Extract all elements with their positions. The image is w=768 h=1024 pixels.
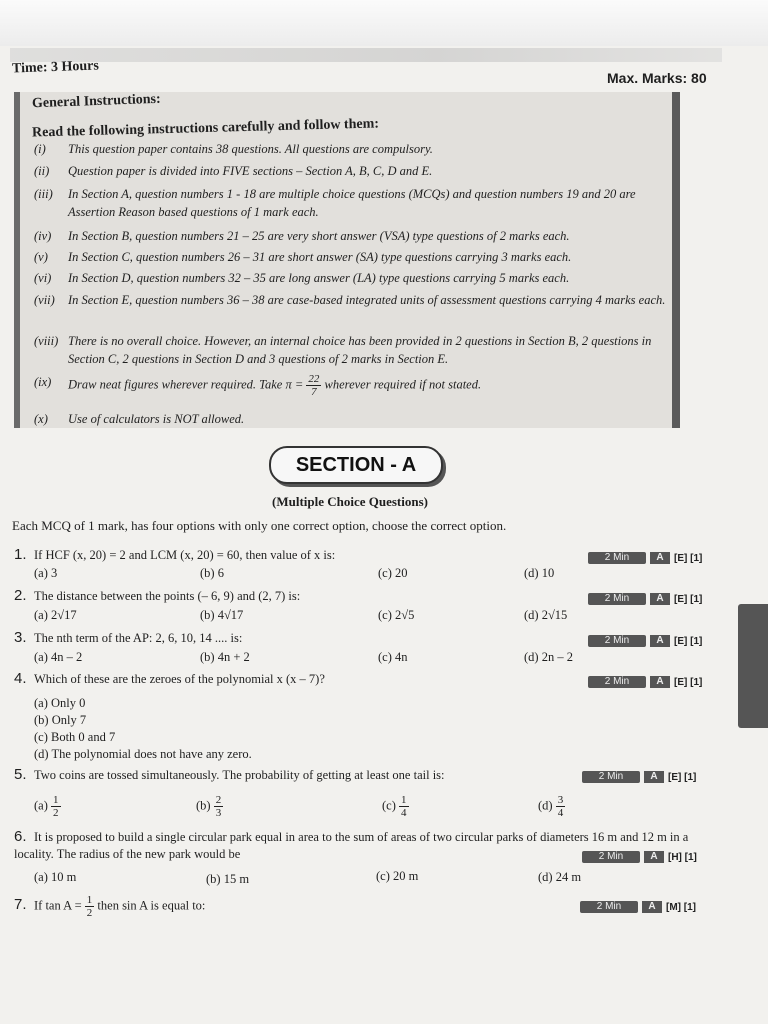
option: (a) 2√17	[34, 608, 77, 622]
instructions-title: General Instructions:	[31, 91, 161, 112]
option: (d) 24 m	[538, 870, 582, 884]
instruction-item	[34, 248, 674, 266]
option-label: (c)	[382, 798, 396, 813]
scan-shadow	[10, 48, 722, 62]
difficulty-marks: [M] [1]	[666, 901, 696, 913]
option: (b) 15 m	[206, 872, 250, 886]
instruction-number: (vii)	[34, 293, 55, 307]
instruction-item	[34, 373, 674, 398]
option-fraction	[399, 794, 409, 819]
time-badge: 2 Min	[588, 593, 646, 605]
instruction-number: (viii)	[34, 334, 59, 348]
instruction-text: In Section D, question numbers 32 – 35 are long answer (LA) type questions carrying 5 marks each.	[68, 271, 570, 285]
instruction-number: (i)	[34, 142, 46, 156]
time-badge: 2 Min	[588, 552, 646, 564]
instruction-number: (x)	[34, 412, 48, 426]
option: (b) Only 7	[34, 713, 87, 727]
level-badge: A	[650, 593, 670, 605]
option: (a) 10 m	[34, 870, 77, 884]
instruction-text: In Section C, question numbers 26 – 31 are short answer (SA) type questions carrying 3 marks each.	[68, 250, 572, 264]
option: (d) 2n – 2	[524, 650, 573, 664]
question-text: Which of these are the zeroes of the polynomial x (x – 7)?	[34, 672, 325, 686]
option	[538, 794, 565, 819]
instruction-item	[34, 185, 674, 221]
page-top-margin	[0, 0, 768, 46]
option: (a) Only 0	[34, 696, 86, 710]
question-text: Two coins are tossed simultaneously. The probability of getting at least one tail is:	[34, 768, 445, 782]
option: (c) 20	[378, 566, 408, 580]
option: (d) 2√15	[524, 608, 568, 622]
option	[34, 794, 61, 819]
question-text: If tan A =	[34, 898, 82, 913]
question-tag	[588, 593, 702, 605]
question-number: 3.	[14, 629, 27, 646]
section-title: SECTION - A	[269, 446, 443, 484]
section-note: Each MCQ of 1 mark, has four options with only one correct option, choose the correct option.	[12, 518, 507, 533]
instruction-number: (ix)	[34, 375, 52, 389]
question-text: It is proposed to build a single circular park equal in area to the sum of areas of two circular parks of diameters 16 m and 12 m in a locality. The radius of the new park would be	[14, 830, 689, 861]
level-badge: A	[642, 901, 662, 913]
instruction-item	[34, 227, 674, 245]
instructions-left-bar	[14, 92, 20, 428]
fraction-denominator: 2	[86, 907, 93, 919]
fraction-numerator: 1	[401, 794, 407, 806]
option: (d) 10	[524, 566, 555, 580]
instruction-text: Draw neat figures wherever required. Take π =	[68, 377, 304, 392]
fraction-numerator: 1	[86, 894, 93, 906]
option	[382, 794, 409, 819]
difficulty-marks: [E] [1]	[668, 771, 697, 783]
time-badge: 2 Min	[580, 901, 638, 913]
level-badge: A	[650, 676, 670, 688]
option: (d) The polynomial does not have any zero.	[34, 747, 252, 761]
time-badge: 2 Min	[588, 635, 646, 647]
fraction-denominator: 7	[311, 386, 317, 398]
option: (b) 4√17	[200, 608, 244, 622]
question-tag	[582, 771, 696, 783]
question-text-after: then sin A is equal to:	[97, 898, 206, 913]
option: (a) 3	[34, 566, 58, 580]
level-badge: A	[644, 851, 664, 863]
instruction-item	[34, 332, 674, 368]
question-tag	[588, 552, 702, 564]
option: (c) 20 m	[376, 869, 419, 883]
instructions-lead: Read the following instructions carefully and follow them:	[31, 116, 380, 141]
question-number: 7.	[14, 896, 27, 914]
difficulty-marks: [H] [1]	[668, 851, 697, 863]
instruction-item	[34, 291, 674, 309]
option: (a) 4n – 2	[34, 650, 83, 664]
difficulty-marks: [E] [1]	[674, 552, 703, 564]
option-label: (b)	[196, 798, 211, 813]
instruction-text: Question paper is divided into FIVE sections – Section A, B, C, D and E.	[68, 164, 433, 178]
instruction-number: (vi)	[34, 271, 52, 285]
option-fraction	[214, 794, 224, 819]
fraction-denominator: 4	[401, 807, 407, 819]
max-marks: Max. Marks: 80	[607, 70, 707, 86]
instruction-text: In Section B, question numbers 21 – 25 are very short answer (VSA) type questions of 2 marks each.	[68, 229, 570, 243]
difficulty-marks: [E] [1]	[674, 635, 703, 647]
option: (b) 6	[200, 566, 224, 580]
instruction-number: (ii)	[34, 164, 50, 178]
instruction-text: This question paper contains 38 questions. All questions are compulsory.	[68, 142, 433, 156]
question-text: If HCF (x, 20) = 2 and LCM (x, 20) = 60, then value of x is:	[34, 548, 336, 562]
exam-duration: Time: 3 Hours	[11, 58, 100, 77]
question-text: The nth term of the AP: 2, 6, 10, 14 .... is:	[34, 631, 243, 645]
question-tag	[582, 851, 697, 863]
option: (c) 4n	[378, 650, 408, 664]
instruction-item	[34, 162, 674, 180]
question-number: 6.	[14, 828, 27, 845]
pi-fraction	[306, 373, 321, 398]
level-badge: A	[650, 552, 670, 564]
fraction-denominator: 4	[557, 807, 564, 819]
fraction-numerator: 3	[557, 794, 564, 806]
section-subtitle: (Multiple Choice Questions)	[272, 494, 428, 509]
instruction-text: In Section A, question numbers 1 - 18 are multiple choice questions (MCQs) and question numbers 19 and 20 are Assertion Reason based questions of 1 mark each.	[68, 187, 636, 219]
option-label: (d)	[538, 798, 553, 813]
option-fraction	[51, 794, 61, 819]
instruction-number: (iv)	[34, 229, 52, 243]
fraction-numerator: 1	[53, 794, 59, 806]
instruction-text: In Section E, question numbers 36 – 38 are case-based integrated units of assessment questions carrying 4 marks each.	[68, 293, 666, 307]
fraction-denominator: 3	[215, 807, 222, 819]
instruction-item	[34, 269, 674, 287]
instruction-text: There is no overall choice. However, an internal choice has been provided in 2 questions in Section B, 2 questions in Section C, 2 questions in Section D and 3 questions of 2 marks in Section E.	[68, 334, 652, 366]
question-number: 2.	[14, 587, 27, 604]
instruction-text-after: wherever required if not stated.	[324, 377, 482, 392]
instruction-number: (iii)	[34, 187, 53, 201]
side-thumb-tab	[738, 604, 768, 728]
level-badge: A	[650, 635, 670, 647]
difficulty-marks: [E] [1]	[674, 676, 703, 688]
question-tag	[588, 676, 702, 688]
question-number: 1.	[14, 546, 27, 563]
fraction-numerator: 22	[308, 373, 320, 385]
instruction-item	[34, 140, 674, 158]
instruction-number: (v)	[34, 250, 48, 264]
difficulty-marks: [E] [1]	[674, 593, 703, 605]
question-text: The distance between the points (– 6, 9) and (2, 7) is:	[34, 589, 301, 603]
instruction-item	[34, 410, 674, 428]
fraction-denominator: 2	[53, 807, 59, 819]
option: (c) Both 0 and 7	[34, 730, 116, 744]
option	[196, 794, 223, 819]
fraction-numerator: 2	[215, 794, 222, 806]
tan-fraction	[85, 894, 95, 919]
option-fraction	[556, 794, 566, 819]
question-tag	[588, 635, 702, 647]
time-badge: 2 Min	[588, 676, 646, 688]
level-badge: A	[644, 771, 664, 783]
time-badge: 2 Min	[582, 851, 640, 863]
question-number: 5.	[14, 766, 27, 783]
option-label: (a)	[34, 798, 48, 813]
question-number: 4.	[14, 670, 27, 687]
option: (c) 2√5	[378, 608, 415, 622]
instruction-text: Use of calculators is NOT allowed.	[68, 412, 245, 426]
option: (b) 4n + 2	[200, 650, 250, 664]
time-badge: 2 Min	[582, 771, 640, 783]
question-tag	[580, 901, 696, 913]
